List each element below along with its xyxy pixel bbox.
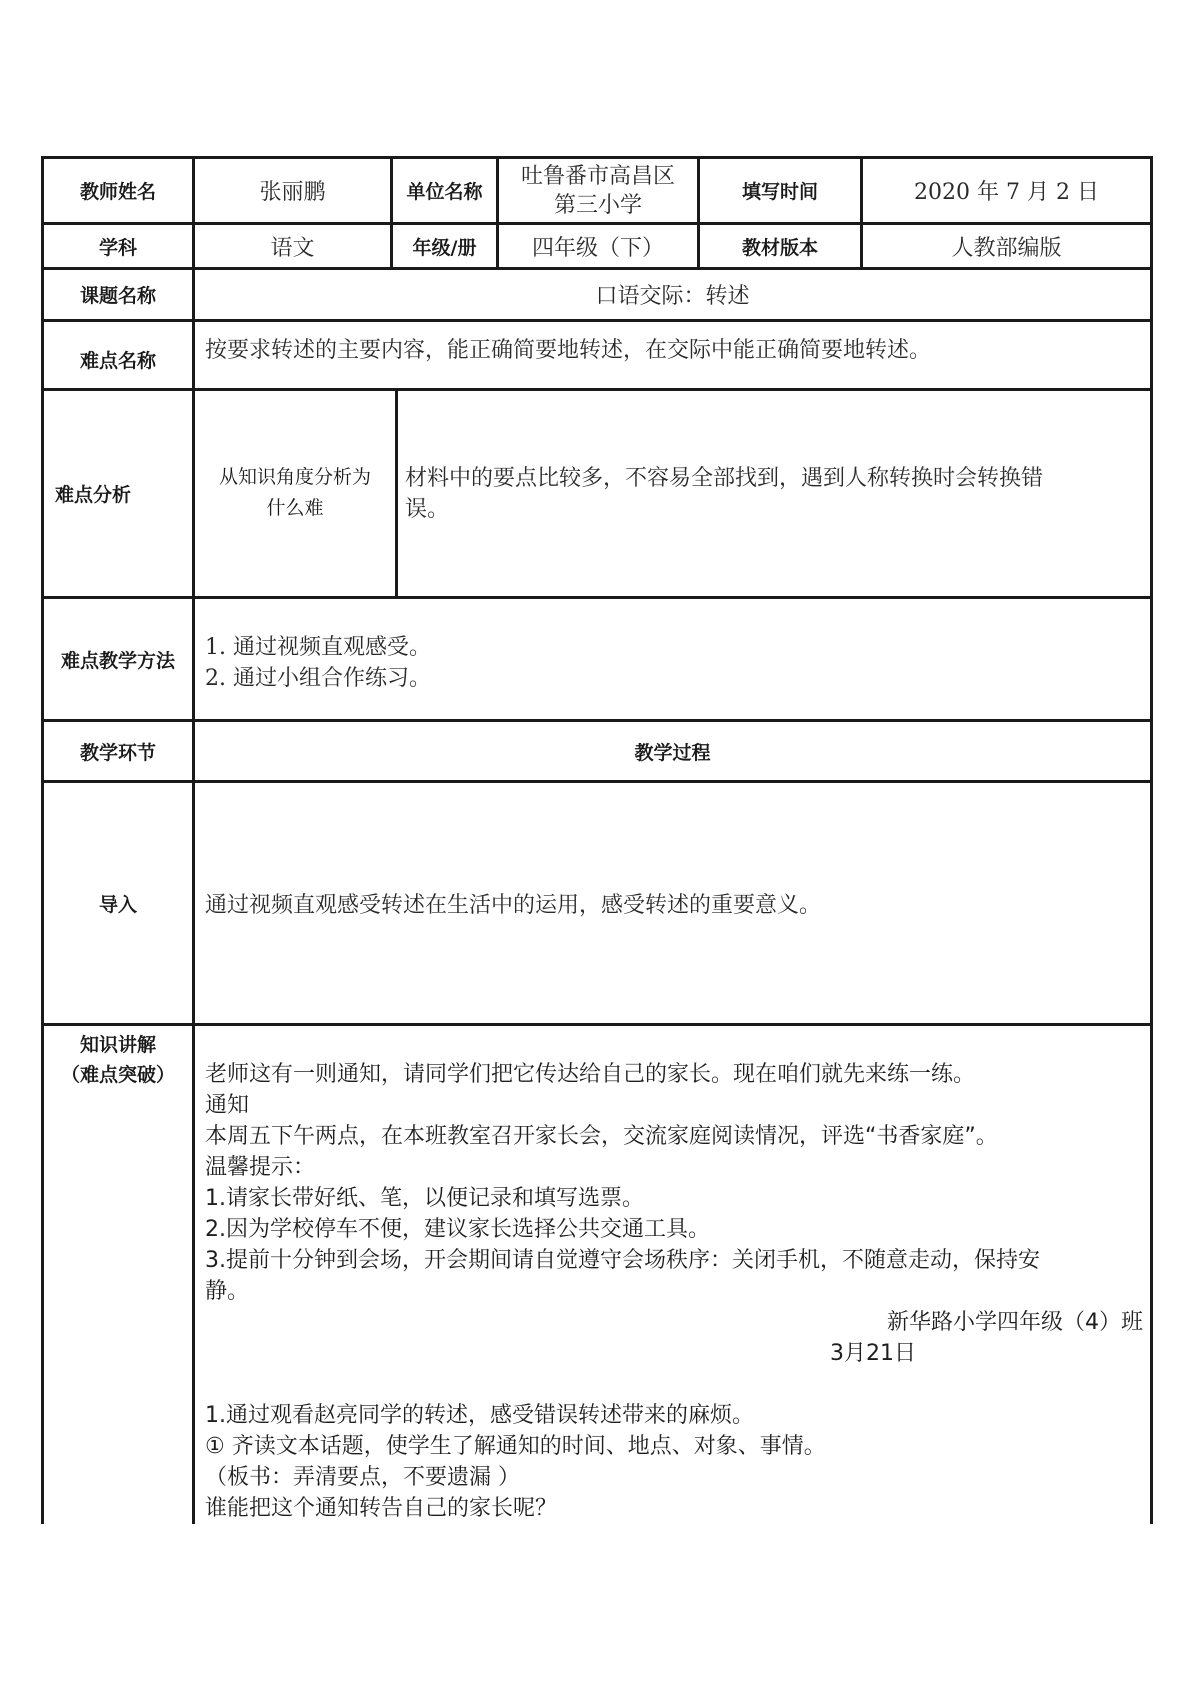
method-item: 1. 通过视频直观感受。 (205, 635, 431, 660)
blank-line (205, 1369, 1145, 1400)
notice-line: 静。 (205, 1279, 250, 1304)
process-line: 1.通过观看赵亮同学的转述，感受错误转述带来的麻烦。 (205, 1403, 754, 1428)
process-line: ① 齐读文本话题，使学生了解通知的时间、地点、对象、事情。 (205, 1434, 826, 1459)
row-divider (41, 319, 1153, 322)
analysis-value-line: 误。 (405, 497, 450, 522)
topic-value: 口语交际：转述 (595, 284, 750, 309)
notice-signature: 新华路小学四年级（4）班 (887, 1310, 1143, 1335)
table-border-right (1150, 156, 1153, 1524)
process-line: （板书：弄清要点，不要遗漏 ） (205, 1465, 520, 1490)
knowledge-label (44, 1030, 192, 1100)
topic-label: 课题名称 (79, 285, 156, 307)
notice-line: 本周五下午两点，在本班教室召开家长会，交流家庭阅读情况，评选“书香家庭”。 (205, 1124, 998, 1149)
notice-line: 温馨提示： (205, 1155, 316, 1180)
method-label: 难点教学方法 (60, 649, 175, 672)
grade-value: 四年级（下） (531, 235, 664, 261)
notice-date: 3月21日 (830, 1341, 916, 1366)
notice-line: 通知 (205, 1093, 250, 1118)
row-divider (41, 596, 1153, 599)
fill-date-label: 填写时间 (741, 181, 818, 203)
intro-label: 导入 (98, 893, 137, 916)
edition-value: 人教部编版 (951, 235, 1062, 261)
analysis-value-line: 材料中的要点比较多，不容易全部找到，遇到人称转换时会转换错 (405, 466, 1044, 491)
notice-line: 2.因为学校停车不便，建议家长选择公共交通工具。 (205, 1217, 710, 1242)
notice-line: 1.请家长带好纸、笔，以便记录和填写选票。 (205, 1186, 644, 1211)
stage-header: 教学环节 (79, 741, 156, 764)
knowledge-content (205, 1059, 1145, 1524)
grade-label: 年级/册 (412, 236, 477, 259)
column-divider (395, 388, 398, 599)
analysis-value (405, 463, 1147, 533)
method-list (205, 632, 1145, 698)
subject-value: 语文 (270, 235, 315, 261)
analysis-sub-label-line: 什么难 (266, 497, 324, 519)
method-item: 2. 通过小组合作练习。 (205, 666, 431, 691)
unit-name-label: 单位名称 (406, 181, 483, 203)
row-divider (41, 1023, 1153, 1026)
knowledge-label-line: 知识讲解 (79, 1034, 156, 1056)
unit-name-line: 第三小学 (553, 192, 642, 218)
column-divider-label (192, 156, 195, 1524)
notice-line: 3.提前十分钟到会场，开会期间请自觉遵守会场秩序：关闭手机，不随意走动，保持安 (205, 1248, 1040, 1273)
row-divider (41, 388, 1153, 391)
intro-value: 通过视频直观感受转述在生活中的运用，感受转述的重要意义。 (205, 892, 822, 918)
knowledge-label-line: （难点突破） (60, 1064, 175, 1086)
unit-name-value (499, 159, 697, 222)
difficulty-value: 按要求转述的主要内容，能正确简要地转述，在交际中能正确简要地转述。 (205, 337, 932, 363)
teacher-name-label: 教师姓名 (79, 181, 156, 203)
analysis-sub-label-line: 从知识角度分析为 (218, 466, 371, 488)
process-header: 教学过程 (634, 741, 711, 764)
edition-label: 教材版本 (741, 236, 818, 259)
analysis-label: 难点分析 (55, 484, 132, 506)
teacher-name-value: 张丽鹏 (259, 180, 326, 205)
unit-name-line: 吐鲁番市高昌区 (520, 163, 675, 189)
difficulty-label: 难点名称 (79, 349, 156, 372)
notice-line: 老师这有一则通知，请同学们把它传达给自己的家长。现在咱们就先来练一练。 (205, 1062, 976, 1087)
subject-label: 学科 (98, 236, 137, 259)
fill-date-value: 2020 年 7 月 2 日 (914, 180, 1099, 205)
process-line: 谁能把这个通知转告自己的家长呢？ (205, 1496, 558, 1521)
analysis-sub-label (195, 458, 395, 528)
